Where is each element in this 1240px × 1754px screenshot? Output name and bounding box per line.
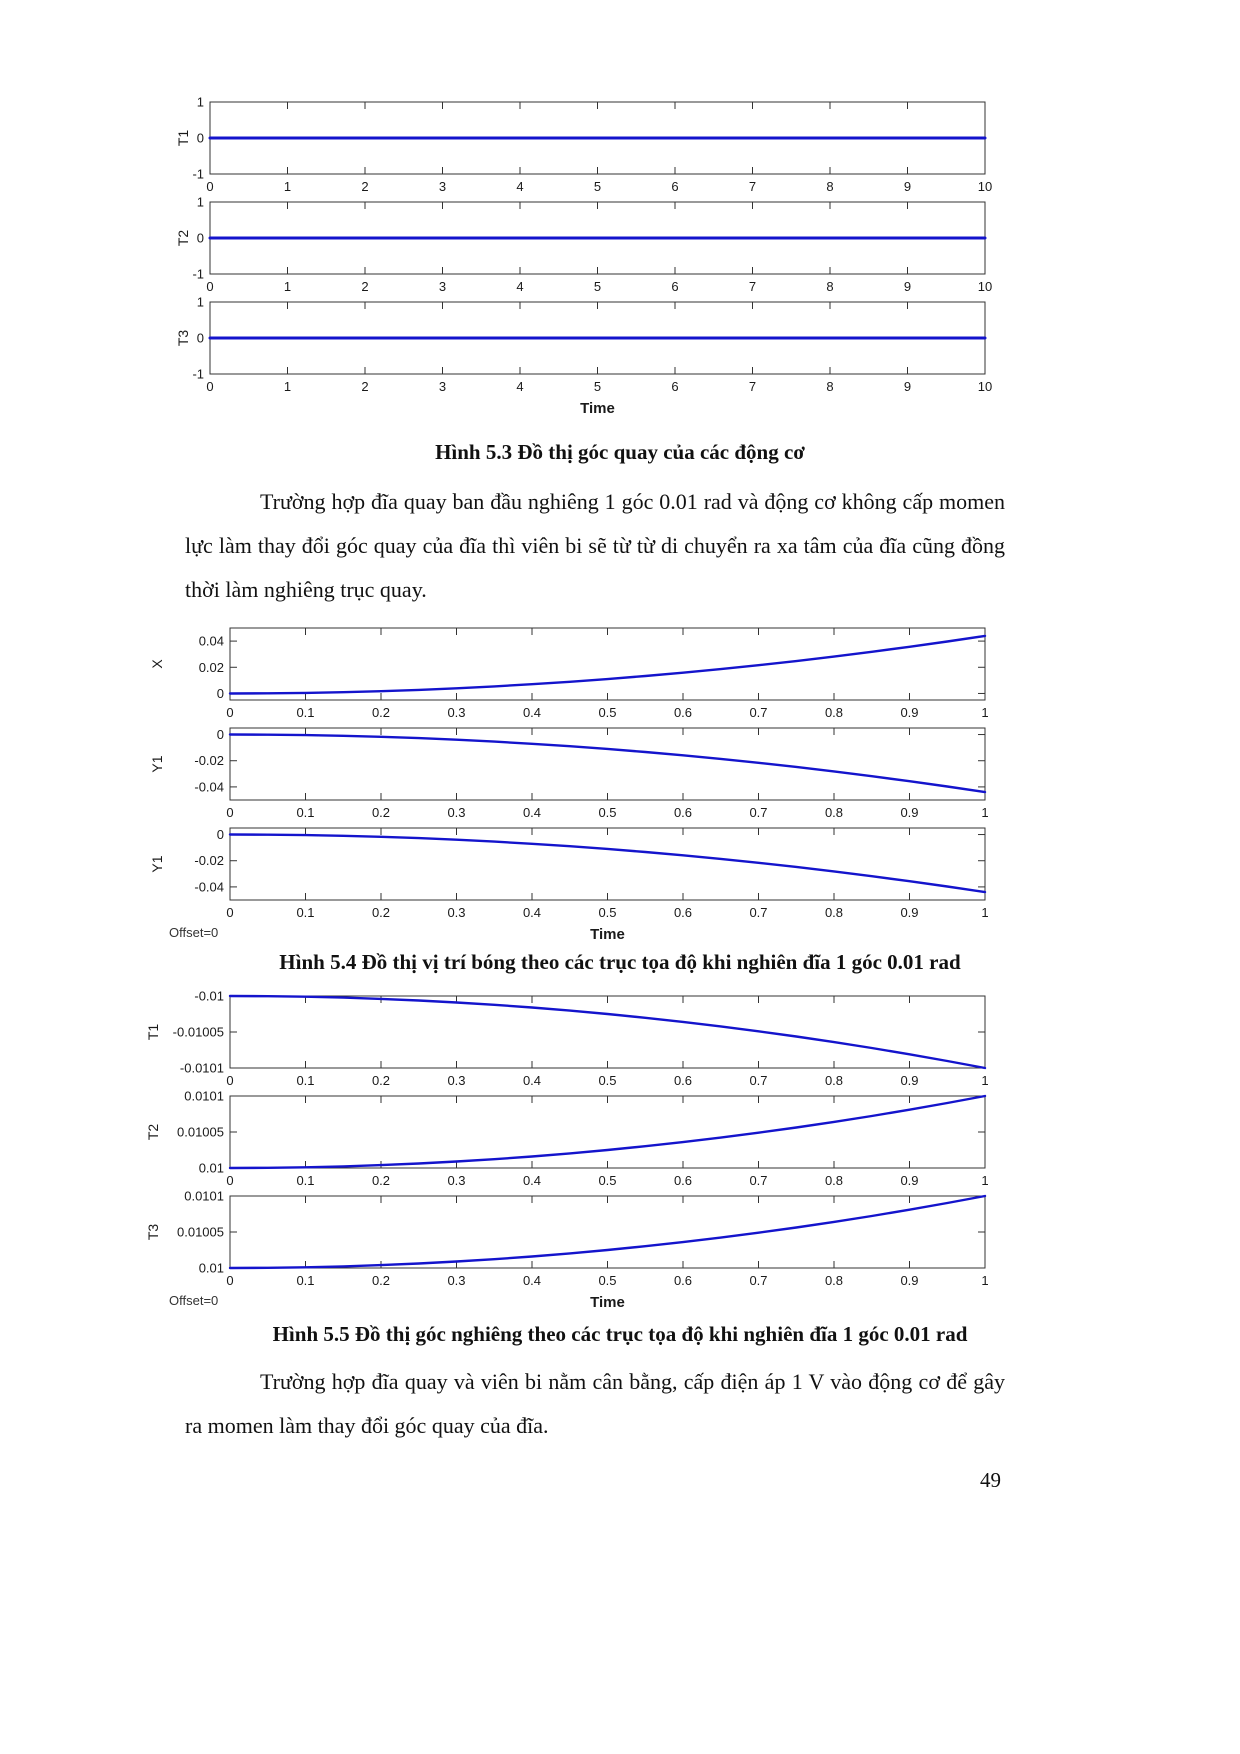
y-tick-label: 0.01 [198,1260,224,1276]
figure-5-5-chart [135,990,995,1316]
x-tick-label: 2 [361,179,369,194]
x-tick-label: 0.8 [824,905,844,920]
x-tick-label: 0.9 [900,1273,919,1288]
x-tick-label: 0 [206,179,214,194]
y-tick-label: -0.01005 [172,1024,224,1040]
x-tick-label: 0.7 [749,1273,768,1288]
fig54-subplot-3 [135,822,995,922]
x-tick-label: 0 [226,805,234,820]
x-tick-label: 0.8 [824,705,844,720]
y-tick-label: 0.0101 [184,1190,224,1204]
x-tick-label: 9 [903,279,912,294]
figure-5-3-caption: Hình 5.3 Đồ thị góc quay của các động cơ [435,440,805,464]
x-tick-label: 0.3 [447,1173,466,1188]
x-tick-label: 0.9 [900,1073,919,1088]
x-tick-label: 1 [981,1273,989,1288]
y-axis-label: X [149,659,165,669]
x-tick-label: 2 [361,379,369,394]
x-tick-label: 0.2 [371,1173,391,1188]
x-tick-label: 0.6 [673,905,693,920]
fig53-subplot-3 [135,296,995,396]
x-tick-label: 1 [981,1073,989,1088]
x-tick-label: 3 [438,179,447,194]
offset-label: Offset=0 [169,925,219,940]
x-tick-label: 4 [516,179,524,194]
x-tick-label: 0.2 [371,905,391,920]
x-tick-label: 6 [671,179,679,194]
x-tick-label: 0 [226,1073,234,1088]
x-tick-label: 0.6 [673,705,693,720]
x-tick-label: 0.6 [673,1273,693,1288]
y-tick-label: 0.01005 [177,1224,224,1240]
x-tick-label: 0.8 [824,1173,844,1188]
x-tick-label: 1 [981,1173,989,1188]
y-axis-label: T2 [175,229,191,247]
figure-5-3-chart [135,96,995,422]
x-tick-label: 0.1 [296,905,315,920]
x-tick-label: 0.6 [673,1073,693,1088]
x-tick-label: 0.4 [522,1173,542,1188]
x-tick-label: 3 [438,279,447,294]
x-tick-label: 3 [438,379,447,394]
x-tick-label: 1 [981,805,989,820]
y-tick-label: -0.04 [194,879,224,895]
y-tick-label: 0.01005 [177,1124,224,1140]
fig53-footer-row [135,396,995,422]
page-number: 49 [980,1468,1001,1492]
figure-5-4-chart [135,622,995,948]
x-tick-label: 5 [593,179,602,194]
y-tick-label: 0.04 [198,633,224,649]
y-tick-label: -0.02 [194,753,224,769]
x-tick-label: 0.7 [749,805,768,820]
x-tick-label: 0.3 [447,905,466,920]
x-tick-label: 0.2 [371,705,391,720]
y-tick-label: 0 [196,130,204,146]
axes-box [230,828,985,900]
x-tick-label: 0.4 [522,805,542,820]
x-tick-label: 0 [226,1173,234,1188]
paragraph-1: Trường hợp đĩa quay ban đầu nghiêng 1 góc 0.01 rad và động cơ không cấp momen lực làm thay đổi góc quay của đĩa thì viên bi sẽ từ từ di chuyển ra xa tâm của đĩa cũng đồng thời làm nghiêng trục quay. [185,489,1005,602]
x-tick-label: 0.4 [522,905,542,920]
x-tick-label: 0.1 [296,1073,315,1088]
x-tick-label: 9 [903,379,912,394]
x-tick-label: 0.1 [296,805,315,820]
x-tick-label: 5 [593,279,602,294]
x-tick-label: 0.7 [749,705,768,720]
x-tick-label: 0.9 [900,1173,919,1188]
x-tick-label: 7 [748,379,757,394]
offset-label: Offset=0 [169,1293,219,1308]
x-tick-label: 7 [748,179,757,194]
x-tick-label: 0.2 [371,805,391,820]
x-tick-label: 1 [283,179,292,194]
y-tick-label: 0 [196,330,204,346]
x-tick-label: 0 [206,279,214,294]
x-tick-label: 7 [748,279,757,294]
y-tick-label: 0.0101 [184,1090,224,1104]
x-tick-label: 0.8 [824,1273,844,1288]
fig53-subplot-2 [135,196,995,296]
x-tick-label: 0.8 [824,1073,844,1088]
x-axis-label: Time [590,1294,625,1311]
y-tick-label: 0 [216,727,224,743]
x-tick-label: 0.5 [598,805,617,820]
y-axis-label: Y1 [149,755,165,773]
x-tick-label: 0.1 [296,705,315,720]
y-axis-label: T2 [145,1123,161,1141]
y-axis-label: T1 [175,129,191,147]
y-axis-label: T3 [145,1223,161,1241]
x-tick-label: 8 [826,279,834,294]
fig53-subplot-1 [135,96,995,196]
x-tick-label: 1 [283,279,292,294]
x-tick-label: 0.6 [673,805,693,820]
fig55-subplot-1 [135,990,995,1090]
x-tick-label: 0.5 [598,905,617,920]
x-tick-label: 0.3 [447,1073,466,1088]
fig54-subplot-2 [135,722,995,822]
y-tick-label: -0.01 [194,990,224,1004]
x-tick-label: 0.5 [598,705,617,720]
y-axis-label: Y1 [149,855,165,873]
x-tick-label: 5 [593,379,602,394]
fig55-subplot-3 [135,1190,995,1290]
y-tick-label: -0.0101 [179,1060,224,1076]
x-tick-label: 8 [826,379,834,394]
axes-box [230,728,985,800]
x-tick-label: 0.8 [824,805,844,820]
fig54-subplot-1 [135,622,995,722]
x-tick-label: 0.3 [447,805,466,820]
y-axis-label: T1 [145,1023,161,1041]
x-tick-label: 0.5 [598,1273,617,1288]
y-tick-label: -0.02 [194,853,224,869]
x-tick-label: 0.7 [749,1173,768,1188]
figure-5-4-caption: Hình 5.4 Đồ thị vị trí bóng theo các trục tọa độ khi nghiên đĩa 1 góc 0.01 rad [279,950,961,974]
x-tick-label: 10 [977,279,993,294]
x-tick-label: 0.4 [522,1273,542,1288]
x-tick-label: 0.4 [522,705,542,720]
x-tick-label: 0.4 [522,1073,542,1088]
axes-box [230,1096,985,1168]
x-tick-label: 0.3 [447,1273,466,1288]
x-tick-label: 0.6 [673,1173,693,1188]
x-tick-label: 1 [283,379,292,394]
y-tick-label: -1 [192,166,204,182]
y-axis-label: T3 [175,329,191,347]
axes-box [230,996,985,1068]
x-tick-label: 9 [903,179,912,194]
y-tick-label: 0 [216,827,224,843]
y-tick-label: 0 [216,685,224,701]
x-tick-label: 0.9 [900,905,919,920]
y-tick-label: -1 [192,266,204,282]
x-tick-label: 0.3 [447,705,466,720]
y-tick-label: 0 [196,230,204,246]
x-tick-label: 0 [226,1273,234,1288]
x-tick-label: 0.1 [296,1173,315,1188]
x-tick-label: 0.7 [749,905,768,920]
x-tick-label: 0 [226,905,234,920]
y-tick-label: 0.02 [198,659,224,675]
axes-box [230,628,985,700]
x-tick-label: 6 [671,279,679,294]
x-tick-label: 0.2 [371,1073,391,1088]
y-tick-label: -1 [192,366,204,382]
x-tick-label: 0.2 [371,1273,391,1288]
x-tick-label: 0.5 [598,1073,617,1088]
x-tick-label: 0.1 [296,1273,315,1288]
fig55-footer-row [135,1290,995,1316]
paragraph-2: Trường hợp đĩa quay và viên bi nằm cân bằng, cấp điện áp 1 V vào động cơ để gây ra momen làm thay đổi góc quay của đĩa. [185,1369,1005,1438]
x-tick-label: 10 [977,379,993,394]
x-tick-label: 0 [206,379,214,394]
y-tick-label: 1 [196,296,204,310]
x-axis-label: Time [590,926,625,943]
x-tick-label: 1 [981,705,989,720]
x-axis-label: Time [580,400,615,417]
x-tick-label: 10 [977,179,993,194]
y-tick-label: 0.01 [198,1160,224,1176]
x-tick-label: 0.9 [900,705,919,720]
x-tick-label: 4 [516,379,524,394]
x-tick-label: 0 [226,705,234,720]
figure-5-5-caption: Hình 5.5 Đồ thị góc nghiêng theo các trục tọa độ khi nghiên đĩa 1 góc 0.01 rad [272,1322,968,1346]
y-tick-label: -0.04 [194,779,224,795]
y-tick-label: 1 [196,96,204,110]
y-tick-label: 1 [196,196,204,210]
fig54-footer-row [135,922,995,948]
x-tick-label: 4 [516,279,524,294]
x-tick-label: 8 [826,179,834,194]
fig55-subplot-2 [135,1090,995,1190]
x-tick-label: 6 [671,379,679,394]
axes-box [230,1196,985,1268]
x-tick-label: 0.7 [749,1073,768,1088]
x-tick-label: 2 [361,279,369,294]
x-tick-label: 1 [981,905,989,920]
x-tick-label: 0.5 [598,1173,617,1188]
x-tick-label: 0.9 [900,805,919,820]
